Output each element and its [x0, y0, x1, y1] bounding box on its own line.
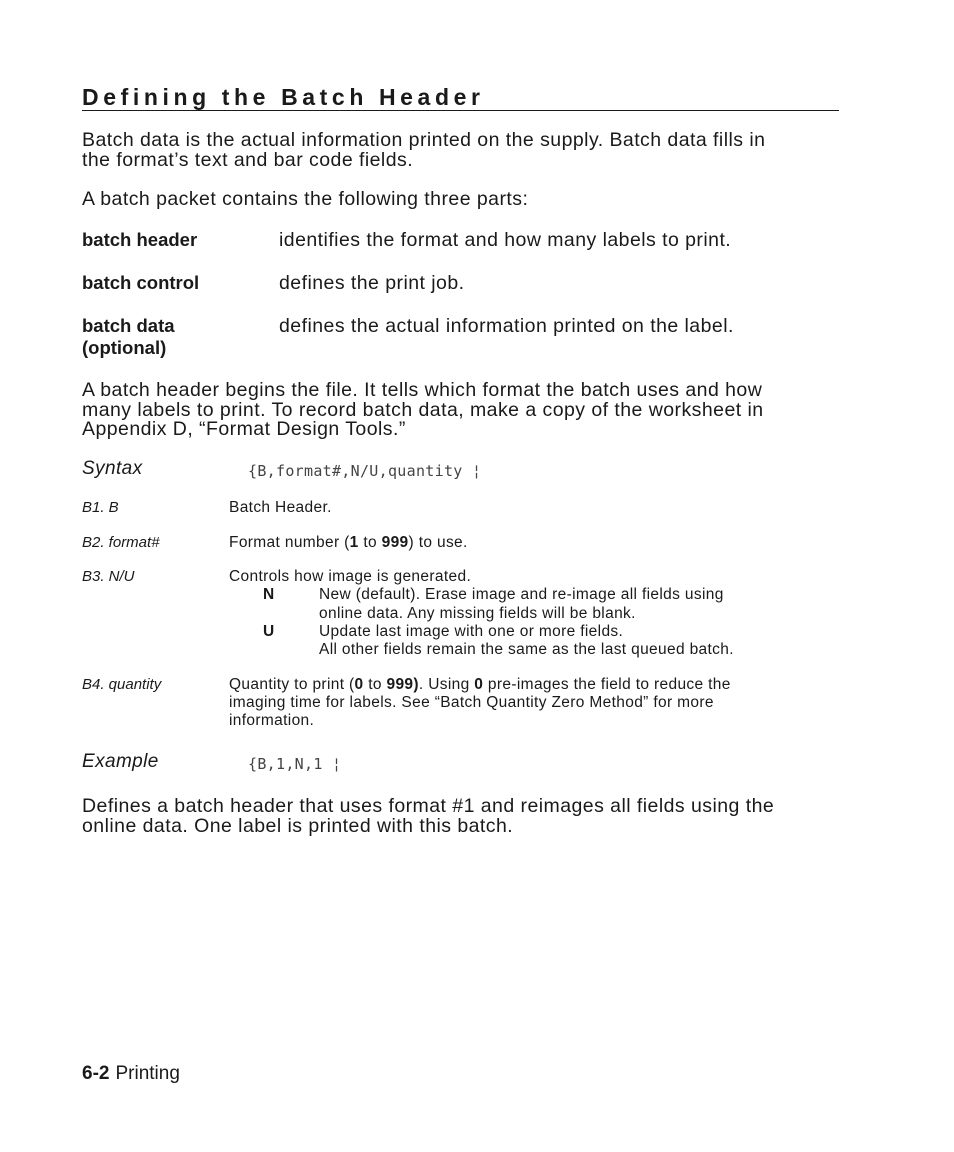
term-batch-data-optional: (optional) — [82, 337, 167, 358]
option-u-key: U — [263, 623, 275, 640]
param-b4-text: to — [363, 676, 387, 693]
term-batch-control: batch control — [82, 272, 200, 293]
param-b3-name: B3. N/U — [82, 568, 135, 585]
option-u-line-2: All other fields remain the same as the last queued batch. — [319, 641, 734, 658]
param-b1-name: B1. B — [82, 499, 119, 516]
example-label: Example — [82, 751, 159, 772]
page-title: Defining the Batch Header — [82, 84, 839, 111]
option-n-line-2: online data. Any missing fields will be blank. — [319, 605, 636, 622]
param-b1-desc: Batch Header. — [229, 499, 332, 516]
param-b2-desc — [229, 534, 468, 552]
def-batch-data: defines the actual information printed on the label. — [279, 315, 734, 337]
syntax-label: Syntax — [82, 458, 143, 479]
def-batch-header: identifies the format and how many labels to print. — [279, 229, 732, 251]
param-b4-name: B4. quantity — [82, 676, 162, 693]
example-desc-line-1: Defines a batch header that uses format #1 and reimages all fields using the — [82, 795, 775, 817]
param-b4-min: 0 — [354, 676, 364, 693]
page-footer — [82, 1063, 180, 1085]
header-para-line-3: Appendix D, “Format Design Tools.” — [82, 418, 406, 440]
param-b4-text: Quantity to print ( — [229, 676, 355, 693]
header-para-line-1: A batch header begins the file. It tells which format the batch uses and how — [82, 379, 763, 401]
option-u-line-1: Update last image with one or more fields. — [319, 623, 624, 640]
param-b2-text: to — [358, 534, 382, 551]
param-b3-desc: Controls how image is generated. — [229, 568, 472, 585]
intro-line-2: the format’s text and bar code fields. — [82, 148, 414, 171]
param-b4-text: . Using — [418, 676, 475, 693]
option-n-key: N — [263, 586, 275, 603]
example-description — [82, 797, 774, 836]
intro-line-1: Batch data is the actual information printed on the supply. Batch data fills in — [82, 129, 766, 151]
param-b4-text: pre-images the field to reduce the — [483, 676, 731, 693]
param-b2-min: 1 — [349, 534, 359, 551]
param-b4-zero: 0 — [474, 676, 484, 693]
section-name: Printing — [115, 1063, 180, 1084]
syntax-code: {B,format#,N/U,quantity ¦ — [248, 462, 482, 480]
param-b2-text: ) to use. — [408, 534, 468, 551]
intro-paragraph — [82, 131, 765, 170]
term-batch-header: batch header — [82, 229, 198, 250]
param-b2-name: B2. format# — [82, 534, 160, 551]
example-desc-line-2: online data. One label is printed with this batch. — [82, 814, 514, 837]
example-code: {B,1,N,1 ¦ — [248, 755, 342, 773]
header-para-line-2: many labels to print. To record batch data, make a copy of the worksheet in — [82, 398, 764, 421]
param-b2-max: 999 — [381, 534, 409, 551]
param-b4-line-3: information. — [229, 712, 315, 729]
def-batch-control: defines the print job. — [279, 272, 465, 294]
page-number: 6-2 — [82, 1063, 110, 1084]
param-b4-max: 999) — [386, 676, 419, 693]
param-b2-text: Format number ( — [229, 534, 350, 551]
term-batch-data: batch data — [82, 315, 175, 336]
param-b4-line-1 — [229, 676, 731, 694]
param-b4-line-2: imaging time for labels. See “Batch Quantity Zero Method” for more — [229, 694, 714, 711]
option-n-line-1: New (default). Erase image and re-image all fields using — [319, 586, 724, 603]
header-paragraph — [82, 381, 764, 440]
packet-intro: A batch packet contains the following three parts: — [82, 188, 529, 210]
